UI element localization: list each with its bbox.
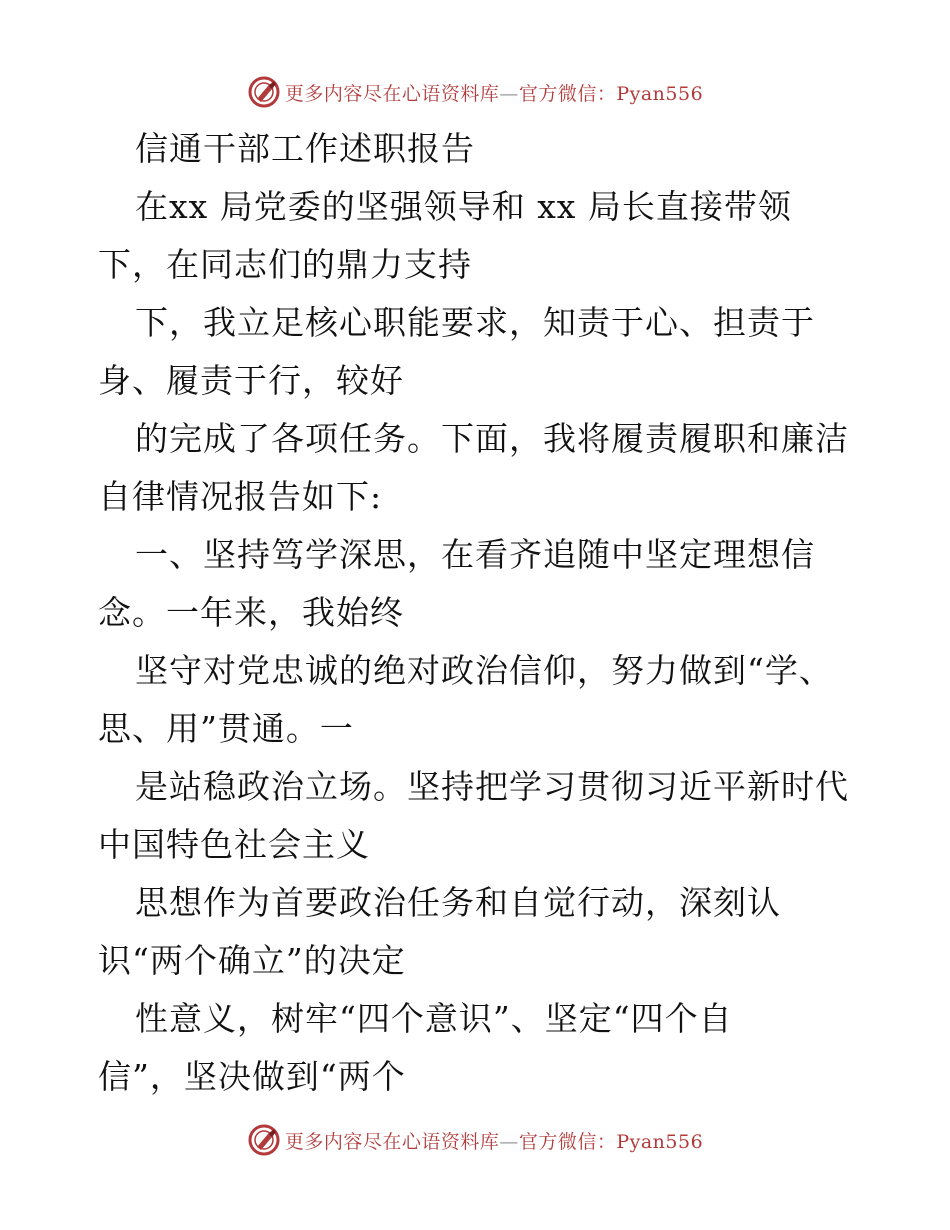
pen-nib-logo-icon bbox=[247, 75, 281, 109]
banner-wechat-text: 官方微信：Pyan556 bbox=[518, 1130, 704, 1153]
document-line: 一、坚持笃学深思，在看齐追随中坚定理想信 bbox=[135, 535, 815, 574]
document-line: 在xx 局党委的坚强领导和 xx 局长直接带领 bbox=[135, 187, 792, 226]
document-line: 思、用”贯通。一 bbox=[98, 709, 354, 748]
banner-main-text: 更多内容尽在心语资料库 bbox=[284, 1130, 500, 1153]
document-line: 性意义，树牢“四个意识”、坚定“四个自 bbox=[135, 999, 733, 1038]
header-watermark-banner bbox=[0, 72, 950, 112]
footer-watermark-banner bbox=[0, 1120, 950, 1160]
document-line: 下，在同志们的鼎力支持 bbox=[98, 245, 472, 284]
document-line: 中国特色社会主义 bbox=[98, 825, 370, 864]
document-line: 信通干部工作述职报告 bbox=[135, 129, 475, 168]
banner-separator: — bbox=[499, 82, 519, 105]
document-line: 下，我立足核心职能要求，知责于心、担责于 bbox=[135, 303, 815, 342]
banner-separator: — bbox=[499, 1130, 519, 1153]
document-line: 的完成了各项任务。下面，我将履责履职和廉洁 bbox=[135, 419, 849, 458]
document-body bbox=[98, 120, 898, 1106]
document-line: 识“两个确立”的决定 bbox=[98, 941, 406, 980]
document-line: 是站稳政治立场。坚持把学习贯彻习近平新时代 bbox=[135, 767, 849, 806]
document-line: 坚守对党忠诚的绝对政治信仰，努力做到“学、 bbox=[135, 651, 833, 690]
banner-main-text: 更多内容尽在心语资料库 bbox=[284, 82, 500, 105]
document-line: 思想作为首要政治任务和自觉行动，深刻认 bbox=[135, 883, 781, 922]
pen-nib-logo-icon bbox=[247, 1123, 281, 1157]
banner-wechat-text: 官方微信：Pyan556 bbox=[518, 82, 704, 105]
document-line: 念。一年来，我始终 bbox=[98, 593, 404, 632]
document-line: 身、履责于行，较好 bbox=[98, 361, 404, 400]
document-line: 自律情况报告如下: bbox=[98, 477, 383, 516]
document-line: 信”，坚决做到“两个 bbox=[98, 1057, 406, 1096]
